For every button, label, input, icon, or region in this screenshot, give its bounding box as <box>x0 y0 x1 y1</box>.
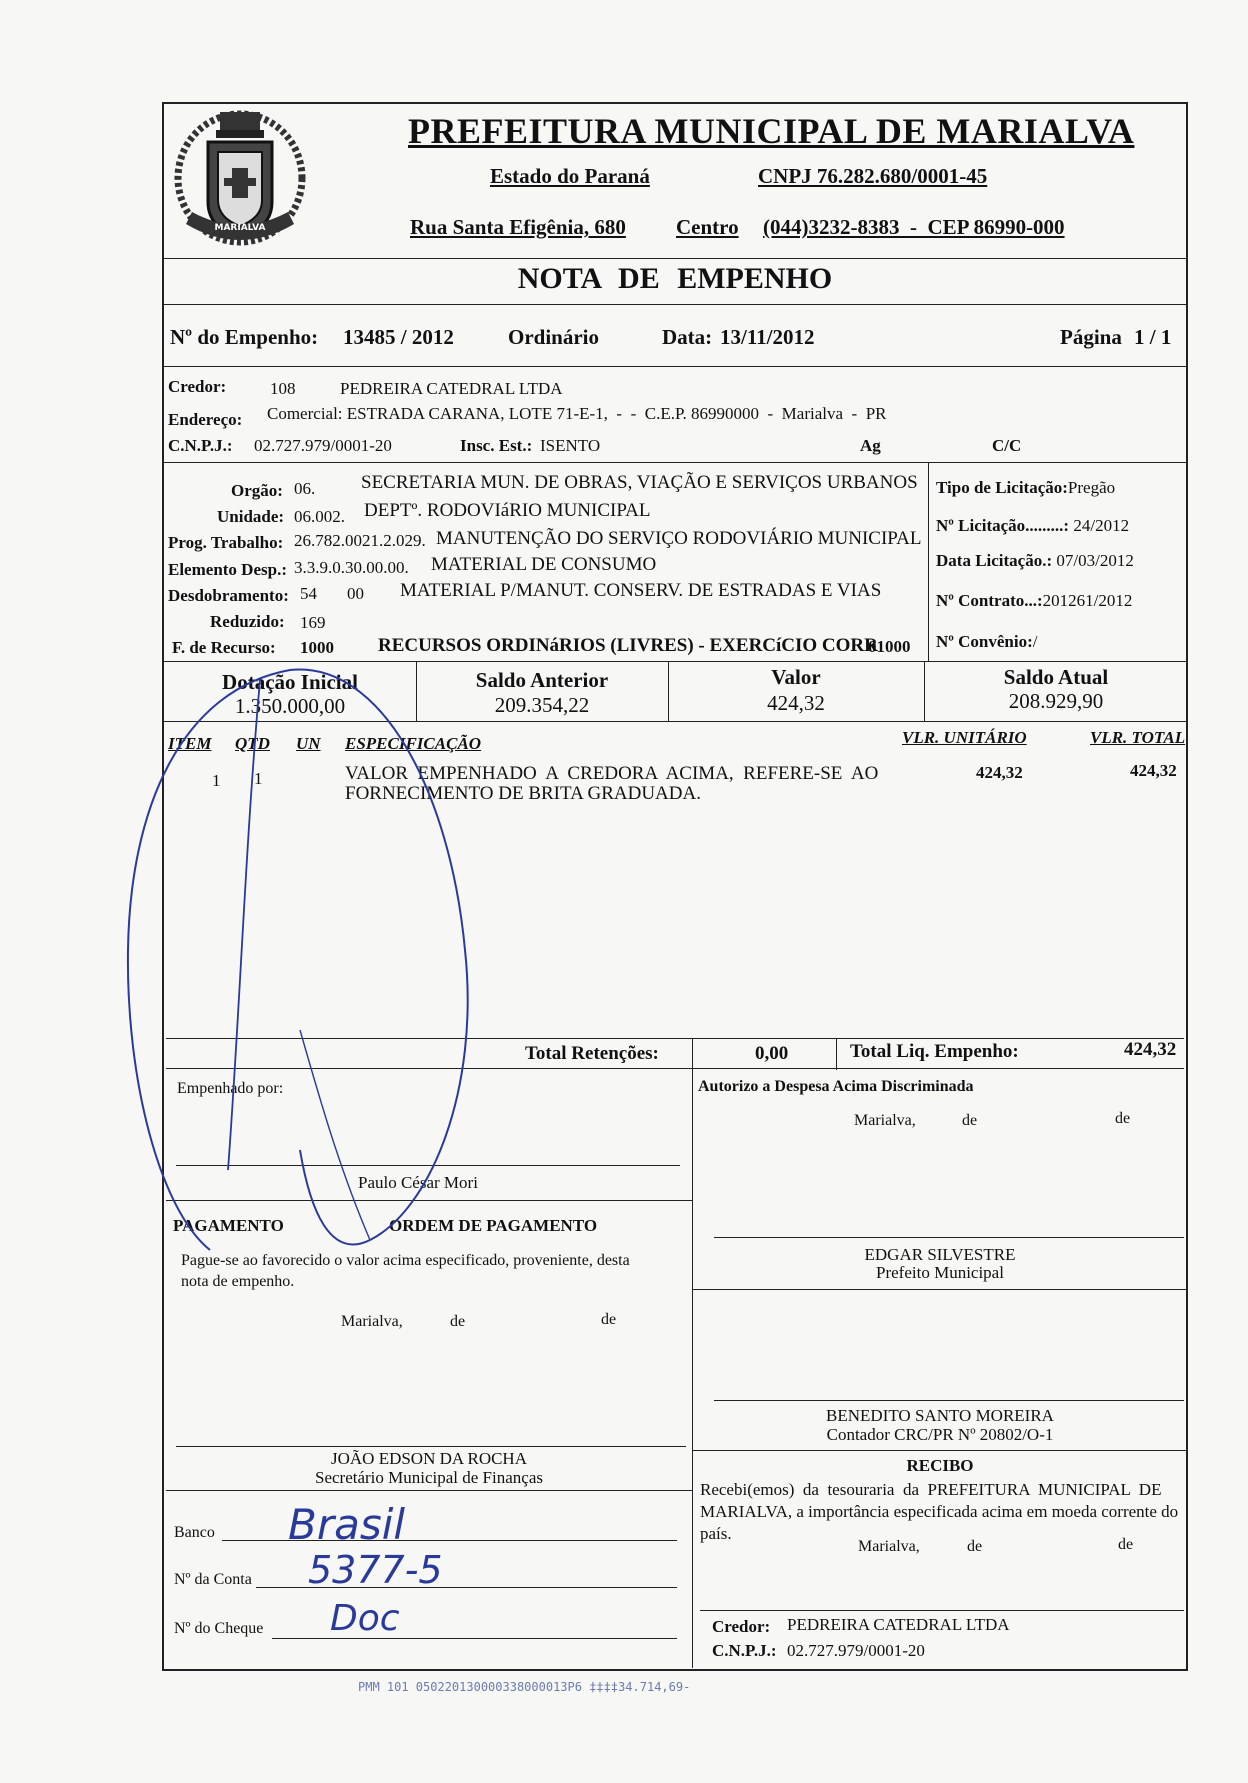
col-espec: ESPECIFICAÇÃO <box>345 734 482 753</box>
item-desc-line2: FORNECIMENTO DE BRITA GRADUADA. <box>345 783 701 804</box>
autorizo-de2: de <box>1115 1110 1131 1127</box>
empenho-page-label: Página <box>1060 325 1122 349</box>
pagamento-de2: de <box>601 1311 617 1328</box>
valor-label: Valor <box>771 665 821 689</box>
prefeito-name: EDGAR SILVESTRE <box>864 1245 1016 1264</box>
licitacao-contrato: Nº Contrato...:201261/2012 <box>936 591 1133 610</box>
recibo-text3: país. <box>700 1524 732 1543</box>
autorizo-label: Autorizo a Despesa Acima Discriminada <box>698 1078 974 1095</box>
reduzido-label: Reduzido: <box>210 612 285 631</box>
col-qtd: QTD <box>235 734 270 753</box>
recibo-credor-name: PEDREIRA CATEDRAL LTDA <box>787 1615 1010 1634</box>
banco-label: Banco <box>174 1524 215 1541</box>
elem-code: 3.3.9.0.30.00.00. <box>294 558 409 577</box>
retencoes-value: 0,00 <box>755 1043 789 1064</box>
autorizo-de1: de <box>962 1112 978 1129</box>
credor-insc: ISENTO <box>540 436 601 455</box>
empenho-date: 13/11/2012 <box>720 325 815 349</box>
credor-label: Credor: <box>168 377 227 396</box>
credor-name: PEDREIRA CATEDRAL LTDA <box>340 379 563 398</box>
signature-loop <box>120 650 500 1270</box>
header-cnpj: CNPJ 76.282.680/0001-45 <box>758 164 988 188</box>
prog-code: 26.782.0021.2.029. <box>294 531 426 550</box>
liquido-label: Total Liq. Empenho: <box>850 1041 1019 1062</box>
empenho-page: 1 / 1 <box>1134 325 1172 349</box>
saldo-anterior-value: 209.354,22 <box>494 693 590 717</box>
recibo-city: Marialva, <box>858 1538 920 1555</box>
dotacao-value: 1.350.000,00 <box>234 694 346 718</box>
col-item: ITEM <box>168 734 212 753</box>
credor-address-label: Endereço: <box>168 410 243 429</box>
elem-name: MATERIAL DE CONSUMO <box>431 554 657 575</box>
secretario-role: Secretário Municipal de Finanças <box>314 1468 543 1487</box>
empenho-type: Ordinário <box>508 325 600 349</box>
pagamento-label: PAGAMENTO <box>173 1216 284 1235</box>
autorizo-city: Marialva, <box>854 1112 916 1129</box>
credor-cc-label: C/C <box>992 436 1022 455</box>
licitacao-data: Data Licitação.: 07/03/2012 <box>936 551 1134 570</box>
prog-name: MANUTENÇÃO DO SERVIÇO RODOVIÁRIO MUNICIPAL <box>436 528 922 549</box>
recibo-text1: Recebi(emos) da tesouraria da PREFEITURA MUNICIPAL DE <box>700 1480 1162 1499</box>
empenho-date-label: Data: <box>662 325 713 349</box>
empenho-number-label: Nº do Empenho: <box>170 325 319 349</box>
credor-code: 108 <box>270 379 296 398</box>
cheque-handwritten: Doc <box>330 1598 400 1639</box>
licitacao-numero: Nº Licitação.........: 24/2012 <box>936 516 1130 535</box>
contador-name: BENEDITO SANTO MOREIRA <box>826 1406 1054 1425</box>
item-number: 1 <box>212 771 221 790</box>
header-district: Centro <box>676 215 739 239</box>
orgao-code: 06. <box>294 479 316 498</box>
recibo-credor-label: Credor: <box>712 1617 771 1636</box>
desd-code2: 00 <box>347 584 364 603</box>
reduzido-value: 169 <box>300 613 326 632</box>
recurso-label: F. de Recurso: <box>172 638 276 657</box>
item-total-value: 424,32 <box>1130 761 1177 780</box>
recurso-code: 1000 <box>300 638 334 657</box>
recibo-cnpj: 02.727.979/0001-20 <box>787 1641 925 1660</box>
footer-code: PMM 101 050220130000338000013P6 ‡‡‡‡34.714,69- <box>358 1680 691 1694</box>
recibo-de1: de <box>967 1538 983 1555</box>
secretario-name: JOÃO EDSON DA ROCHA <box>331 1449 527 1468</box>
retencoes-label: Total Retenções: <box>525 1043 659 1064</box>
credor-cnpj-label: C.N.P.J.: <box>168 436 233 455</box>
saldo-atual-value: 208.929,90 <box>1008 689 1104 713</box>
desd-name: MATERIAL P/MANUT. CONSERV. DE ESTRADAS E VIAS <box>400 580 882 601</box>
desd-label: Desdobramento: <box>168 586 289 605</box>
conta-label: Nº da Conta <box>174 1571 252 1588</box>
recibo-de2: de <box>1118 1536 1134 1553</box>
conta-handwritten: 5377-5 <box>308 1548 443 1592</box>
header-address: Rua Santa Efigênia, 680 <box>410 215 626 239</box>
valor-value: 424,32 <box>767 691 825 715</box>
item-desc-line1: VALOR EMPENHADO A CREDORA ACIMA, REFERE-SE AO <box>345 763 879 784</box>
saldo-anterior-label: Saldo Anterior <box>475 668 609 692</box>
unidade-label: Unidade: <box>217 507 285 526</box>
prefeito-role: Prefeito Municipal <box>876 1263 1004 1282</box>
recibo-cnpj-label: C.N.P.J.: <box>712 1641 777 1660</box>
orgao-name: SECRETARIA MUN. DE OBRAS, VIAÇÃO E SERVIÇOS URBANOS <box>361 472 918 493</box>
unidade-name: DEPTº. RODOVIáRIO MUNICIPAL <box>364 500 651 521</box>
liquido-value: 424,32 <box>1124 1039 1177 1060</box>
header-phone-cep: (044)3232-8383 - CEP 86990-000 <box>763 215 1065 239</box>
licitacao-convenio: Nº Convênio:/ <box>936 632 1038 651</box>
credor-insc-label: Insc. Est.: <box>460 436 533 455</box>
empenho-number: 13485 / 2012 <box>343 325 454 349</box>
coat-of-arms-icon <box>166 106 314 256</box>
recibo-label: RECIBO <box>906 1456 974 1475</box>
doc-title: NOTA DE EMPENHO <box>517 262 833 295</box>
cheque-label: Nº do Cheque <box>174 1620 264 1637</box>
col-unit: VLR. UNITÁRIO <box>902 728 1027 747</box>
recurso-name: RECURSOS ORDINáRIOS (LIVRES) - EXERCíCIO CORR <box>378 635 878 656</box>
credor-address: Comercial: ESTRADA CARANA, LOTE 71-E-1, - - C.E.P. 86990000 - Marialva - PR <box>267 404 887 423</box>
licitacao-tipo: Tipo de Licitação:Pregão <box>936 478 1116 497</box>
header-state: Estado do Paraná <box>490 164 650 188</box>
pagamento-de1: de <box>450 1313 466 1330</box>
ordem-pagamento-label: ORDEM DE PAGAMENTO <box>389 1216 598 1235</box>
credor-ag-label: Ag <box>860 436 881 455</box>
saldo-atual-label: Saldo Atual <box>1003 665 1109 689</box>
recibo-text2: MARIALVA, a importância especificada acima em moeda corrente do <box>700 1502 1179 1521</box>
desd-code1: 54 <box>300 584 317 603</box>
svg-text:MARIALVA: MARIALVA <box>214 223 266 233</box>
pagamento-text1: Pague-se ao favorecido o valor acima especificado, proveniente, desta <box>181 1252 630 1269</box>
orgao-label: Orgão: <box>231 481 283 500</box>
col-total: VLR. TOTAL <box>1090 728 1186 747</box>
item-qtd: 1 <box>254 769 263 788</box>
credor-cnpj: 02.727.979/0001-20 <box>254 436 392 455</box>
pagamento-text2: nota de empenho. <box>181 1273 295 1290</box>
elem-label: Elemento Desp.: <box>168 560 287 579</box>
pagamento-city: Marialva, <box>341 1313 403 1330</box>
col-un: UN <box>296 734 321 753</box>
dotacao-label: Dotação Inicial <box>222 670 358 694</box>
empenhado-label: Empenhado por: <box>177 1080 284 1097</box>
unidade-code: 06.002. <box>294 507 345 526</box>
item-unit-value: 424,32 <box>976 763 1023 782</box>
contador-role: Contador CRC/PR Nº 20802/O-1 <box>826 1425 1054 1444</box>
header-title: PREFEITURA MUNICIPAL DE MARIALVA <box>408 111 1135 151</box>
recurso-code2: 01000 <box>868 637 911 656</box>
empenhado-name: Paulo César Mori <box>358 1173 478 1192</box>
banco-handwritten: Brasil <box>288 1500 406 1549</box>
prog-label: Prog. Trabalho: <box>168 533 284 552</box>
